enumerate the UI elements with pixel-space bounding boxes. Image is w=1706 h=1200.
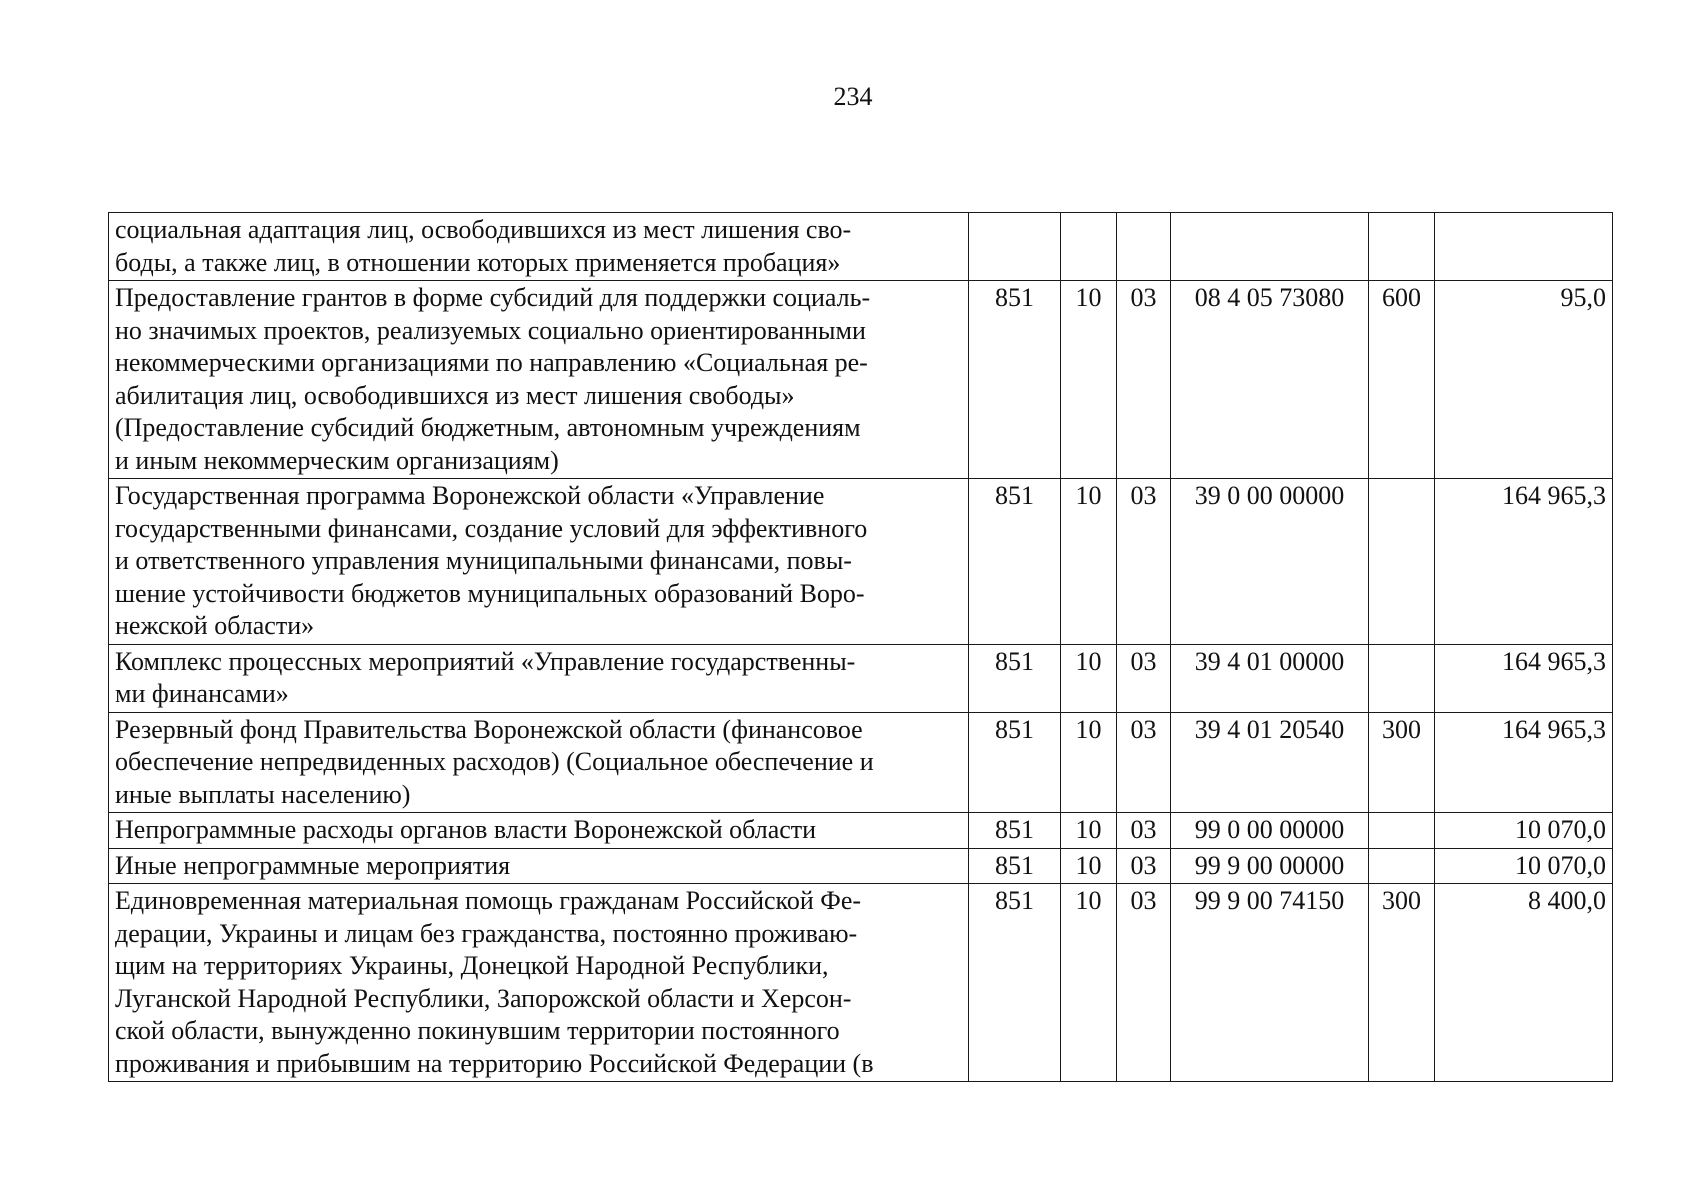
row-grbs-code: 851 — [969, 848, 1061, 884]
row-grbs-code: 851 — [969, 884, 1061, 1082]
table-row — [109, 644, 1613, 712]
budget-table — [108, 212, 1613, 1082]
row-target-article: 39 0 00 00000 — [1171, 479, 1369, 645]
row-subsection-code — [1117, 213, 1171, 281]
row-target-article: 39 4 01 00000 — [1171, 644, 1369, 712]
row-amount: 10 070,0 — [1435, 848, 1613, 884]
row-grbs-code: 851 — [969, 644, 1061, 712]
table-row — [109, 884, 1613, 1082]
table-row — [109, 213, 1613, 281]
row-grbs-code — [969, 213, 1061, 281]
row-expense-type — [1369, 848, 1435, 884]
row-subsection-code: 03 — [1117, 712, 1171, 813]
row-grbs-code: 851 — [969, 281, 1061, 479]
row-expense-type — [1369, 813, 1435, 849]
row-grbs-code: 851 — [969, 813, 1061, 849]
row-target-article: 99 0 00 00000 — [1171, 813, 1369, 849]
row-amount: 164 965,3 — [1435, 712, 1613, 813]
row-subsection-code: 03 — [1117, 813, 1171, 849]
row-subsection-code: 03 — [1117, 884, 1171, 1082]
row-amount — [1435, 213, 1613, 281]
table-row — [109, 712, 1613, 813]
row-section-code: 10 — [1061, 281, 1117, 479]
row-description: Предоставление грантов в форме субсидий для поддержки социаль- но значимых проектов, реализуемых социально ориентированными некоммерческими организациями по направлению «Социальная ре- абилитация лиц, освободившихся из мест лишения свободы» (Предоставление субсидий бюджетным, автономным учреждениям и иным некоммерческим организациям) — [109, 281, 969, 479]
row-amount: 164 965,3 — [1435, 479, 1613, 645]
row-expense-type: 300 — [1369, 712, 1435, 813]
row-target-article: 99 9 00 74150 — [1171, 884, 1369, 1082]
row-subsection-code: 03 — [1117, 644, 1171, 712]
row-target-article: 08 4 05 73080 — [1171, 281, 1369, 479]
row-section-code: 10 — [1061, 813, 1117, 849]
row-amount: 8 400,0 — [1435, 884, 1613, 1082]
row-grbs-code: 851 — [969, 479, 1061, 645]
row-amount: 164 965,3 — [1435, 644, 1613, 712]
row-section-code: 10 — [1061, 479, 1117, 645]
row-grbs-code: 851 — [969, 712, 1061, 813]
row-target-article: 39 4 01 20540 — [1171, 712, 1369, 813]
row-description: Комплекс процессных мероприятий «Управление государственны- ми финансами» — [109, 644, 969, 712]
row-subsection-code: 03 — [1117, 848, 1171, 884]
row-description: Резервный фонд Правительства Воронежской области (финансовое обеспечение непредвиденных расходов) (Социальное обеспечение и иные выплаты населению) — [109, 712, 969, 813]
row-section-code — [1061, 213, 1117, 281]
row-description: Непрограммные расходы органов власти Воронежской области — [109, 813, 969, 849]
row-amount: 95,0 — [1435, 281, 1613, 479]
row-section-code: 10 — [1061, 712, 1117, 813]
table-row — [109, 479, 1613, 645]
table-row — [109, 813, 1613, 849]
row-description: социальная адаптация лиц, освободившихся из мест лишения сво- боды, а также лиц, в отношении которых применяется пробация» — [109, 213, 969, 281]
row-section-code: 10 — [1061, 644, 1117, 712]
row-expense-type — [1369, 644, 1435, 712]
row-amount: 10 070,0 — [1435, 813, 1613, 849]
row-description: Единовременная материальная помощь гражданам Российской Фе- дерации, Украины и лицам без гражданства, постоянно проживаю- щим на территориях Украины, Донецкой Народной Республики, Луганской Народной Республики, Запорожской области и Херсон- ской области, вынужденно покинувшим территории постоянного проживания и прибывшим на территорию Российской Федерации (в — [109, 884, 969, 1082]
page-number: 234 — [833, 82, 873, 111]
table-row — [109, 848, 1613, 884]
row-subsection-code: 03 — [1117, 479, 1171, 645]
row-expense-type: 600 — [1369, 281, 1435, 479]
row-expense-type: 300 — [1369, 884, 1435, 1082]
row-section-code: 10 — [1061, 884, 1117, 1082]
row-section-code: 10 — [1061, 848, 1117, 884]
row-expense-type — [1369, 213, 1435, 281]
row-subsection-code: 03 — [1117, 281, 1171, 479]
row-expense-type — [1369, 479, 1435, 645]
row-description: Государственная программа Воронежской области «Управление государственными финансами, создание условий для эффективного и ответственного управления муниципальными финансами, повы- шение устойчивости бюджетов муниципальных образований Воро- нежской области» — [109, 479, 969, 645]
row-target-article — [1171, 213, 1369, 281]
table-row — [109, 281, 1613, 479]
row-target-article: 99 9 00 00000 — [1171, 848, 1369, 884]
table-body — [109, 213, 1613, 1082]
row-description: Иные непрограммные мероприятия — [109, 848, 969, 884]
